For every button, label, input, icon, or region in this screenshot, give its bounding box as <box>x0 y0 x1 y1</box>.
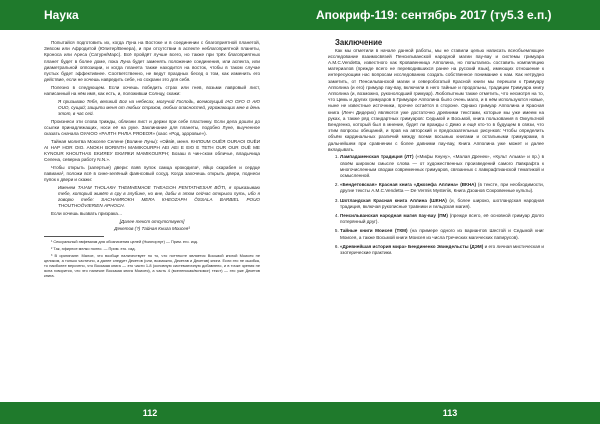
closing-line: Если хочешь вызвать призрака… <box>51 211 123 217</box>
paragraph: Полезно в следующем. Если хочешь победить страх или гнев, возьми лавровый лист, написанный на нём имя, как есть, и, положивши Солнцу, скажи: <box>44 84 260 97</box>
right-page <box>300 0 600 424</box>
paragraph: Тайная молитва Мокселе Селене (Волине Луны): «Ойвіё, меня. КНЛОUМ ОUЁЯ OURAOI OUЁИ АI НАР HOR OIO. ANOKH BORINTH MAMIKOURPH AEI AEI Е ЕЮ Е ТЕТН OUR OUR ОUЁ ME KYNOUR КНОUTHAS EKИЯЕУ EKИЯКИ MAMIKOURPH; Бозаш в чин-ском обличье, владычица Селена, северна работу N.N.». <box>44 138 260 163</box>
source-signature: Декетов (?) Тайная Книга Моисея³ <box>114 226 190 232</box>
list-item-title: «Бендетовская» Красная книга «Джозефа Аплина» (ВКНА) <box>340 182 477 188</box>
list-item-text: (на примере одного из вариантов Шестой и Седьмой книг Моисея, а также Восьмой книги Моисея из числа Греческих магических папирусов). <box>340 228 544 240</box>
left-page-number: 112 <box>0 402 300 424</box>
footnote: ¹ Сексуальный эвфемизм для обозначения целей (Ньюпорнут) — Прим. его. изд. <box>51 239 198 245</box>
bracket-note: [Далее текст отсутствует] <box>119 218 185 224</box>
list-item-title: «Древнейшая история мира» Бендиненко Эвиндельсты (ДЭМ) <box>340 243 484 249</box>
footnote: ³ В оригинале: Малое, что вообще наличествует по то, что поттексте является Восьмой книгой Моисея не целиком, а только частично, а далее следует Декетов (или, возможно, Декетав и Декетав) книги. Если это не ошибка, то наиболее вероятно, что Восьмая книга — это части 1-8 (основную систематичную добавлено, и в точке зрения не ясна говорится, что это наличие Восьмая книга Моисея), а часть 4 (вселенская/вспомог) текст) — это уже Декетов книга. <box>44 252 260 279</box>
list-item-title: Пенсильванская народная магия пау-вау (ПМ) <box>340 213 448 219</box>
list-item <box>340 182 544 194</box>
list-item-text: (и, более широко, шотландская народная традиция, включая рукописные травники и гильдская магия). <box>340 197 545 209</box>
paragraph: Произнеси эти слова трижды, облизни лист и держи при себе пластинку. Если дела дошли до ссылки принадлежащих, носи её на руке. Заклинание для планеты, подобно Луне, выученное сказать сначала ОУАІОО «РАЛТН РНЛІА РЯОЕОЯ» (хаос «Род, здоровье»). <box>44 118 260 137</box>
list-item-text: и его личная мистическая и эзотерические практики. <box>340 243 544 256</box>
right-page-body <box>328 40 544 259</box>
paragraph: Попытайся подготовить их, когда Луна на Востоке и в соединении с благоприятной планетой, Зевсом или Афродитой (Юпитер/Венера), и при отсутствии в аспекте неблагоприятной планеты, Кроноса или Ареса (Сатурн/Марс). Всё пройдёт лучше всего, но также при трёх благоприятных планет будет в более доме, пока Луна будет заменять положение соединения, или аспекта, или диаметральной оппозиции, и когда планета также находится на восток, чтобы в таком случае пустых будет эффективнее. Соответственно, не ведут праздных бесед о том, как изменить его действие, если не хочешь навредить себе, но сохрани это для себя. <box>44 40 260 83</box>
section-title: Заключение <box>335 38 383 47</box>
right-page-number: 113 <box>300 402 600 424</box>
list-item <box>340 154 544 179</box>
footnote: ² Так, эфирное мелко полно. — Прим. его. изд. <box>51 246 136 251</box>
chant-text: Именем ТАІАМ ТНОLАКН ТНЕМНЕМАОЕ ТНЕАGОН РЕNTATHESAR BÖTI, я приказываю тебе, который живёт в сру в глубине, но вне, дабы в этом сейчас открыли путь, ибо я говорю тебе: SACHAMROKH MERA КНЕОZАРН ÖSSALA BARBIEL POUO ТНОUTHOÖVIERIEN АРHOCH. <box>58 184 260 209</box>
list-item <box>340 244 544 256</box>
list-item <box>340 198 544 210</box>
list-item-text: (в тексте, при необходимости, другие тексты A.M.C.Vendetta — De Vermis Mysteriis, Книга Дзоанов Сокровенные культы). <box>340 182 545 194</box>
list-item <box>340 213 544 225</box>
left-page-body <box>44 40 260 280</box>
list-item <box>340 228 544 240</box>
list-item-text: («Мифы Кнуну», «Малая Дренек», «Культ Альма» и пр.) в своём широком смысле слова — от художественных произведений самого Лавкрафта к многочисленным сводам современных гримуаров, связанных с лавкрафтианской тематикой и осмысленной. <box>340 154 545 179</box>
right-page-header: Апокриф-119: сентябрь 2017 (ту5.3 е.п.) <box>300 0 600 30</box>
list-item-title: Тайные книги Моисея (ТКМ) <box>340 228 408 234</box>
paragraph: Чтобы открыть (запертые) двери: взяв пупок самца крокодила¹, яйцо скарабея и сердце павиана², положи всё в сине-зелёный фаянсовый сосуд. Когда захочешь открыть двери, поднеси пупок к двери и скажи: <box>44 164 260 183</box>
list-item-text: (прежде всего, её основной гримуар Долго потерянный друг). <box>340 213 544 225</box>
paragraph: Как мы отметили в начале данной работы, мы не ставили целью написать всеобъемлющее исследование взаимосвязей Пенсильванской народной магии пау-вау и системы гримуара A.M.C.Vendetta, известного как Кровавенница Апполина, но попытались составить компиляцию материалов (прежде всего не переводившихся ранее на русский язык), имеющих отношение к интересующим нас вопросам исследованию создать собственное понимание к нам. Как нетрудно заметить, от Пенсильванской магии и северобогатый Красной книги мы перешли к Гримуару Апполина (и его) гримуар пау-вау, включили в него тайные и продольны, традиции Гримуара книгу Апполина (и, возможно, руконолодший гримуар). Любопытным также отметить, что несмотря на то, что Цемь и других гримуаров в Гримуаре Апполина было очень мало, и в нём используются новые, ныне не известные источники, прочее остаётся в стороне. Однако гримуар Апполина и Красная книга (Ленч Дидерих) являются уже достаточно древними текстами, которые мы уже имеем на руках, а также ряд стандартных гримуаров: Седьмой и Восьмой, книга пользования в Оккультной Бендгенко, который был в мнение, будет ли вражды с Демо и ещё кто-то в будущем в связи, что этим вопросы обещаний, и прав на авторский и предсказательных рисунков: Чтобы определить объём кардинальных различий между всеми восьмью книгами и остальными гримуарами, в дальнейшем при сравнении с более давними пау-вау, Книга Апполина уже может и далее вкладывать. <box>328 47 544 152</box>
list-item-title: Шотландская Красная книга Аплина (ШКНА) <box>340 197 447 203</box>
invocation-text: Я призываю Тебя, великий Бог на небесах, могучий Господь, всемогущий ІАО ОУО О АЮ ОUO, сущий; защити меня от любых страхов, любых опасностей, угрожающих мне в день этот, в час сей. <box>58 98 260 117</box>
footnote-divider <box>44 236 104 237</box>
source-list <box>328 154 544 256</box>
left-page-header: Наука <box>0 0 300 30</box>
list-item-title: Лампадаменская традиция (ЛТ) <box>340 154 414 160</box>
